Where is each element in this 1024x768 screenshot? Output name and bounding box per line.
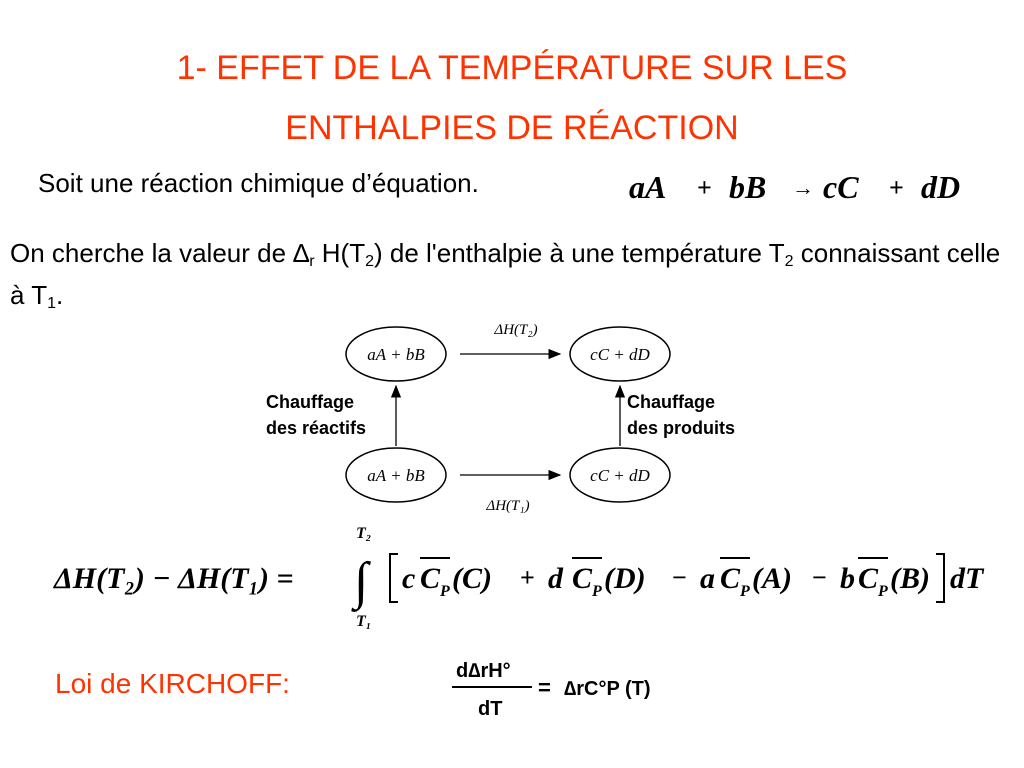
left-label-line-2: des réactifs — [266, 418, 367, 438]
problem-statement: On cherche la valeur de $\Delta_r$ $H(T_2)$ de l'enthalpie à une température $T_2$ connaissant celle à $T_1$. — [10, 238, 1001, 312]
product-2: dD — [921, 169, 961, 205]
equation-dT: dT — [950, 562, 984, 595]
svg-text:P: P — [592, 583, 602, 600]
svg-text:C: C — [720, 562, 741, 595]
svg-text:−: − — [672, 563, 687, 592]
formula-equals: = — [538, 675, 551, 700]
plus-1: + — [697, 173, 712, 202]
formula-denominator: dT — [478, 698, 503, 720]
svg-text:C: C — [420, 562, 441, 595]
formula-numerator: d∆rH° — [456, 660, 511, 682]
svg-text:P: P — [740, 583, 750, 600]
product-1: cC — [823, 169, 859, 205]
right-label-line-2: des produits — [627, 418, 736, 438]
kirchhoff-law-label: Loi de KIRCHOFF: — [55, 668, 290, 699]
delta-symbol: ∆ — [293, 238, 310, 268]
left-bracket — [390, 554, 398, 602]
bottom-arrow-label: ΔH(T₁) — [486, 498, 530, 514]
svg-text:P: P — [440, 583, 450, 600]
top-right-species: cC + dD — [590, 345, 650, 364]
svg-text:(C): (C) — [452, 562, 492, 595]
top-left-species: aA + bB — [367, 345, 425, 364]
integral-sign: ∫ — [354, 553, 369, 610]
svg-text:P: P — [878, 583, 888, 600]
svg-text:a: a — [700, 562, 715, 595]
slide-title — [0, 38, 1024, 158]
kirchhoff-law-formula — [448, 655, 678, 725]
reaction-equation — [627, 160, 987, 216]
thermodynamic-cycle-diagram — [250, 310, 780, 525]
left-label-line-1: Chauffage — [266, 392, 355, 412]
svg-text:+: + — [520, 563, 535, 592]
reaction-arrow: → — [792, 175, 814, 200]
svg-text:−: − — [812, 563, 827, 592]
plus-2: + — [889, 173, 904, 202]
svg-text:(B): (B) — [890, 562, 930, 595]
reactant-1: aA — [629, 169, 667, 205]
lower-limit: T₁ — [356, 613, 372, 630]
upper-limit: T₂ — [356, 525, 372, 542]
svg-text:(D): (D) — [604, 562, 646, 595]
svg-text:C: C — [572, 562, 593, 595]
reactant-2: bB — [729, 169, 767, 205]
title-line-2: ENTHALPIES DE RÉACTION — [285, 109, 739, 147]
formula-rhs: ∆rC°P (T) — [564, 678, 651, 700]
svg-text:b: b — [840, 562, 855, 595]
intro-text: Soit une réaction chimique d’équation. — [38, 168, 479, 198]
svg-text:c: c — [402, 562, 416, 595]
top-arrow-label: ΔH(T₂) — [494, 322, 538, 338]
title-line-1: 1- EFFET DE LA TEMPÉRATURE SUR LES — [176, 49, 848, 87]
right-label-line-1: Chauffage — [627, 392, 716, 412]
svg-text:(A): (A) — [752, 562, 792, 595]
equation-lhs: ΔH(T₂) − ΔH(T₁) = — [54, 562, 294, 595]
bottom-right-species: cC + dD — [590, 466, 650, 485]
bottom-left-species: aA + bB — [367, 466, 425, 485]
right-bracket — [936, 554, 944, 602]
kirchhoff-integral-equation — [50, 520, 1020, 640]
svg-text:d: d — [548, 562, 563, 595]
svg-text:C: C — [858, 562, 879, 595]
